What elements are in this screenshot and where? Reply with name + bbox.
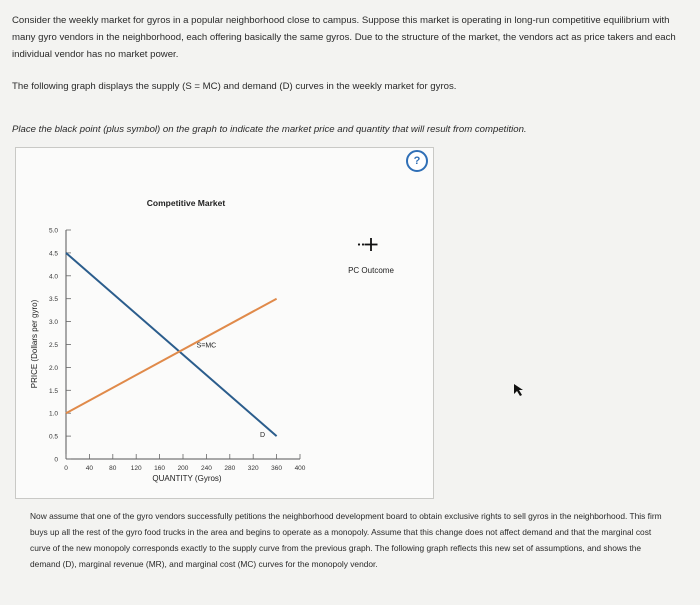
x-tick-label: 0 [64, 465, 68, 472]
x-axis-label: QUANTITY (Gyros) [152, 474, 222, 483]
y-tick-label: 2.0 [48, 364, 58, 372]
x-tick-label: 280 [224, 465, 236, 472]
x-tick-label: 200 [177, 465, 189, 472]
pc-outcome-label: PC Outcome [348, 266, 394, 275]
x-tick-label: 400 [294, 465, 306, 472]
x-tick-label: 160 [154, 465, 166, 472]
x-tick-label: 40 [85, 465, 94, 472]
y-tick-label: 4.5 [48, 250, 58, 258]
y-tick-label: 3.0 [48, 319, 58, 327]
y-tick-label: 3.5 [48, 296, 58, 304]
graph-description: The following graph displays the supply (S = MC) and demand (D) curves in the weekly market for gyros. [12, 81, 457, 92]
y-tick-label: 2.5 [48, 342, 58, 349]
graph-panel[interactable] [15, 147, 434, 499]
y-tick-label: 0 [54, 456, 58, 464]
help-icon[interactable]: ? [406, 150, 428, 172]
intro-paragraph: Consider the weekly market for gyros in a popular neighborhood close to campus. Suppose this market is operating in long-run competitive equilibrium with many gyro vendors in the neighborhood, each offering basically the same gyros. Due to the structure of the market, the vendors act as price takers and each individual vendor has no market power. [12, 15, 676, 60]
chart-title: Competitive Market [146, 198, 226, 208]
curve-label: D [260, 431, 266, 439]
x-tick-label: 360 [271, 465, 283, 472]
x-tick-label: 80 [109, 465, 117, 472]
y-tick-label: 5.0 [48, 227, 58, 235]
y-tick-label: 1.5 [48, 387, 58, 395]
y-tick-label: 0.5 [48, 433, 58, 441]
mouse-cursor-icon [513, 383, 525, 397]
monopoly-paragraph: Now assume that one of the gyro vendors successfully petitions the neighborhood development board to obtain exclusive rights to sell gyros in the neighborhood. This firm buys up all the rest of the gyro food trucks in the area and begins to operate as a monopoly. Assume that this change does not affect demand and that the marginal cost curve of the new monopoly corresponds exactly to the supply curve from the previous graph. The following graph reflects this new set of assumptions, and shows the demand (D), marginal revenue (MR), and marginal cost (MC) curves for the monopoly vendor. [30, 511, 662, 569]
y-tick-label: 1.0 [48, 410, 58, 418]
x-tick-label: 120 [130, 465, 142, 472]
curve-label: S=MC [196, 342, 217, 350]
x-tick-label: 240 [200, 465, 212, 472]
y-axis-label: PRICE (Dollars per gyro) [30, 299, 39, 389]
y-tick-label: 4.0 [48, 273, 58, 281]
x-tick-label: 320 [247, 465, 259, 472]
instruction-text: Place the black point (plus symbol) on the graph to indicate the market price and quantity that will result from competition. [12, 124, 527, 135]
